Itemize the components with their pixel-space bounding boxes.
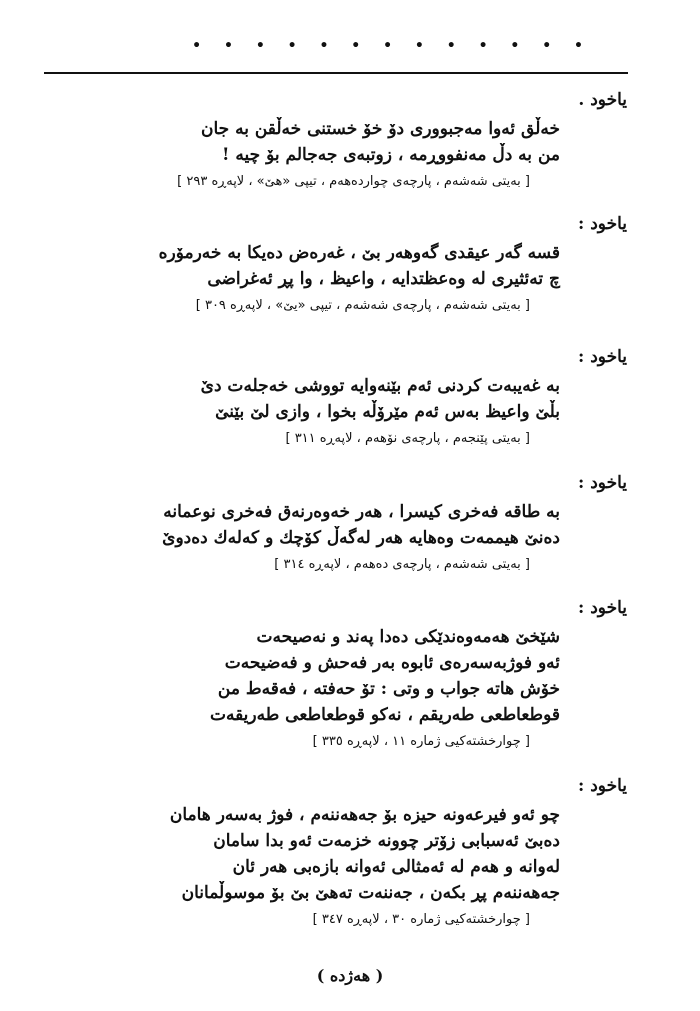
verse-line: من بە دڵ مەنفووڕمە ، زوتبەی جەجالم بۆ چیە ! bbox=[222, 145, 560, 165]
section-intro: یاخود : bbox=[578, 473, 627, 493]
verse-group bbox=[30, 373, 630, 425]
verse-line: شێخێ هەمەوەندێکی دەدا پەند و نەصیحەت bbox=[256, 627, 560, 647]
verse-line: قسە گەر عیقدی گەوهەر بێ ، غەرەض دەیکا بە خەرمۆرە bbox=[158, 243, 560, 263]
citation: [ چوارخشتەکیی ژمارە ٣٠ ، لاپەڕە ٣٤٧ ] bbox=[312, 912, 530, 927]
quote-section bbox=[30, 347, 630, 446]
section-intro: یاخود . bbox=[578, 90, 627, 110]
header-rule bbox=[44, 72, 628, 74]
verse-line: خەڵق ئەوا مەجبووری دۆ خۆ خستنی خەڵقن بە جان bbox=[200, 119, 560, 139]
citation: [ بەیتی شەشەم ، پارچەی شەشەم ، تیپی «یێ» ، لاپەڕە ٣٠٩ ] bbox=[195, 298, 530, 313]
citation: [ بەیتی پێنجەم ، پارچەی نۆهەم ، لاپەڕە ٣١١ ] bbox=[285, 431, 530, 446]
verse-line: چو ئەو فیرعەونە حیزە بۆ جەهەننەم ، فوژ بەسەر هامان bbox=[169, 805, 560, 825]
verse-line: چ تەئثیری لە وەعظتدایە ، واعیظ ، وا پڕ ئەغراضی bbox=[207, 269, 560, 289]
verse-group bbox=[30, 802, 630, 906]
quote-section bbox=[30, 90, 630, 189]
quote-section bbox=[30, 214, 630, 313]
section-intro: یاخود : bbox=[578, 776, 627, 796]
verse-line: بە غەیبەت کردنی ئەم بێنەوایە تووشی خەجلەت دێ bbox=[200, 376, 560, 396]
verse-group bbox=[30, 499, 630, 551]
section-intro: یاخود : bbox=[578, 598, 627, 618]
citation: [ بەیتی شەشەم ، پارچەی چواردەهەم ، تیپی «هێ» ، لاپەڕە ٢٩٣ ] bbox=[177, 174, 530, 189]
verse-line: قوطعاطعی طەریقم ، نەکو قوطعاطعی طەریقەت bbox=[209, 705, 560, 725]
verse-line: جەهەننەم پڕ بکەن ، جەننەت تەهێ بێ بۆ موسوڵمانان bbox=[181, 883, 560, 903]
quote-section bbox=[30, 473, 630, 572]
section-intro: یاخود : bbox=[578, 214, 627, 234]
verse-line: خۆش هاتە جواب و وتی : تۆ حەفتە ، فەقەط من bbox=[217, 679, 560, 699]
verse-group bbox=[30, 624, 630, 728]
verse-group bbox=[30, 240, 630, 292]
citation: [ بەیتی شەشەم ، پارچەی دەهەم ، لاپەڕە ٣١٤ ] bbox=[274, 557, 530, 572]
citation: [ چوارخشتەکیی ژمارە ١١ ، لاپەڕە ٣٣٥ ] bbox=[312, 734, 530, 749]
page-number: ( هەژدە ) bbox=[316, 966, 384, 985]
verse-line: بە طاقە فەخری کیسرا ، هەر خەوەرنەق فەخری نوعمانە bbox=[163, 502, 560, 522]
verse-line: دەنێ هیممەت وەهایە هەر لەگەڵ کۆچك و کەلەك دەدوێ bbox=[162, 528, 560, 548]
ornament-dots: • • • • • • • • • • • • • bbox=[192, 38, 592, 54]
section-intro: یاخود : bbox=[578, 347, 627, 367]
quote-section bbox=[30, 598, 630, 749]
verse-line: دەبێ ئەسبابی زۆتر چوونە خزمەت ئەو بدا سامان bbox=[213, 831, 560, 851]
quote-section bbox=[30, 776, 630, 927]
verse-line: لەوانە و هەم لە ئەمثالی ئەوانە بازەبی هەر ئان bbox=[232, 857, 560, 877]
verse-line: بڵێ واعیظ بەس ئەم مێرۆڵە بخوا ، وازی لێ بێنێ bbox=[215, 402, 560, 422]
verse-group bbox=[30, 116, 630, 168]
verse-line: ئەو فوژبەسەرەی ئابوە بەر فەحش و فەضیحەت bbox=[224, 653, 560, 673]
